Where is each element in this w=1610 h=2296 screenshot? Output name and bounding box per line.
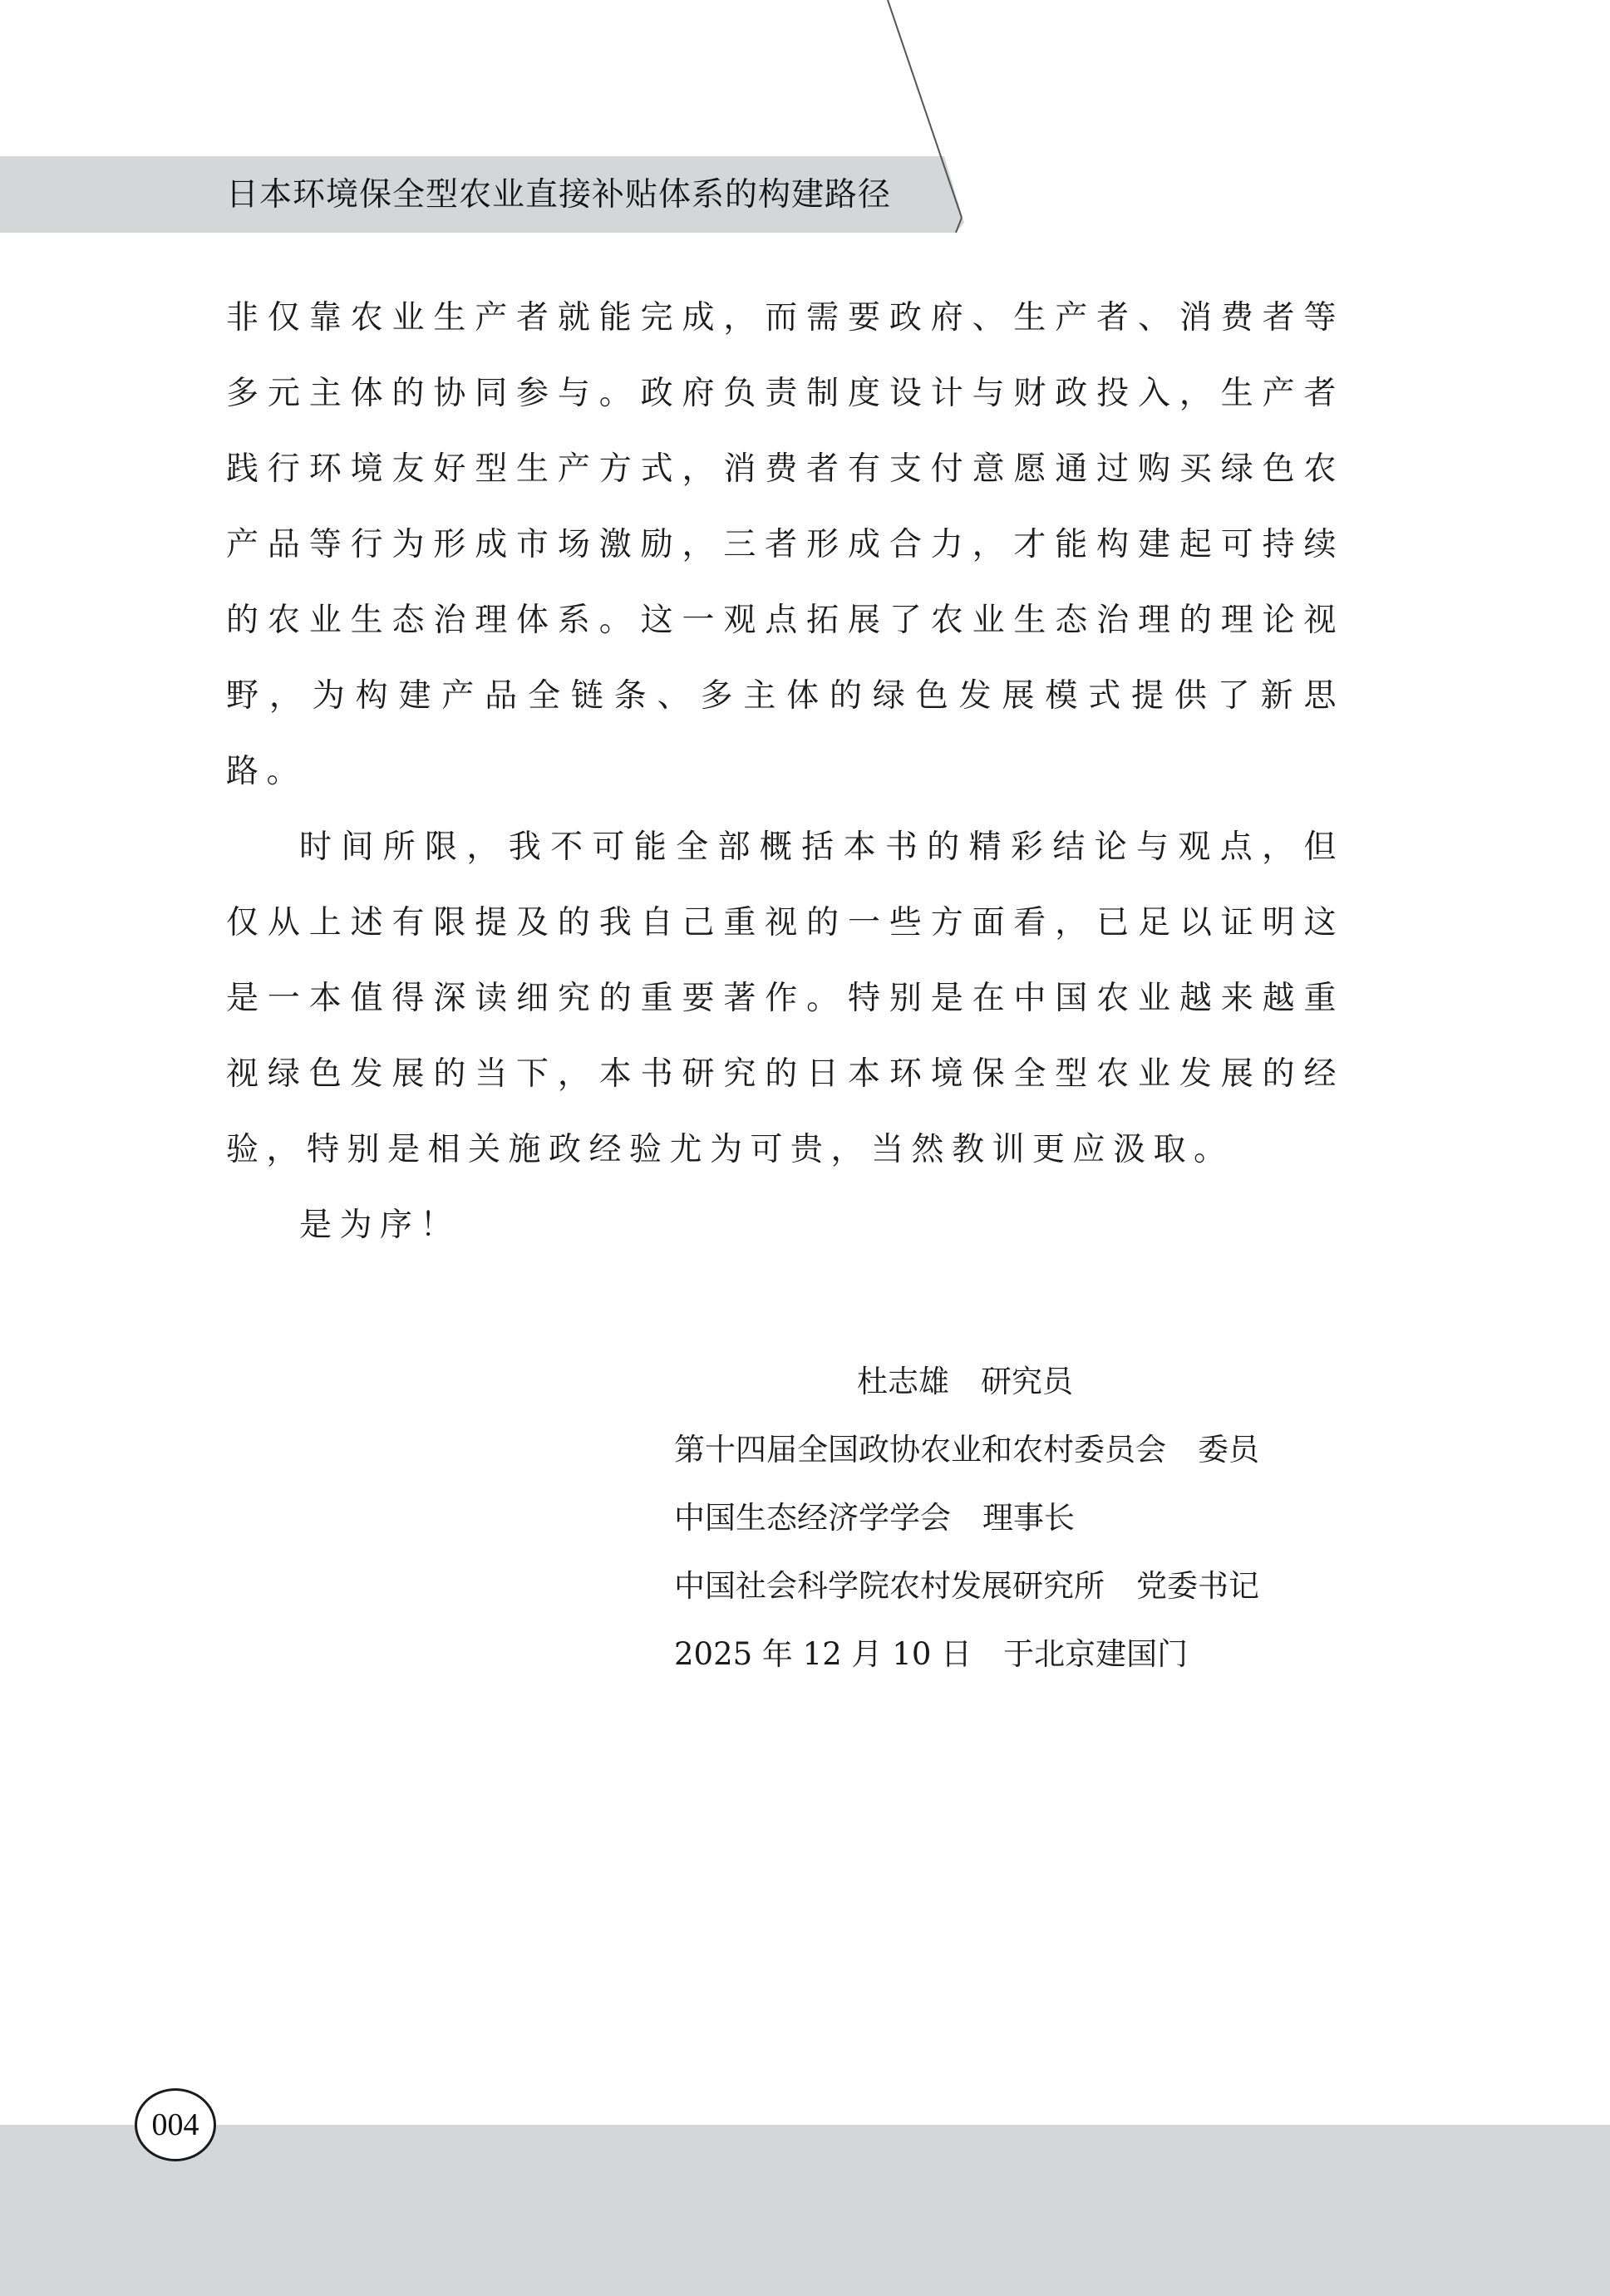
signature-date-line bbox=[674, 1620, 1422, 1689]
paragraph: 时间所限，我不可能全部概括本书的精彩结论与观点，但仅从上述有限提及的我自己重视的一些方面看，已足以证明这是一本值得深读细究的重要著作。特别是在中国农业越来越重视绿色发展的当下，本书研究的日本环境保全型农业发展的经验，特别是相关施政经验尤为可贵，当然教训更应汲取。 bbox=[226, 828, 1344, 1168]
signature-name-line bbox=[674, 1348, 1422, 1416]
role-org: 中国社会科学院农村发展研究所 bbox=[674, 1568, 1105, 1604]
paragraph: 非仅靠农业生产者就能完成，而需要政府、生产者、消费者等多元主体的协同参与。政府负责制度设计与财政投入，生产者践行环境友好型生产方式，消费者有支付意愿通过购买绿色农产品等行为形成市场激励，三者形成合力，才能构建起可持续的农业生态治理体系。这一观点拓展了农业生态治理的理论视野，为构建产品全链条、多主体的绿色发展模式提供了新思路。 bbox=[226, 299, 1344, 790]
running-header-title: 日本环境保全型农业直接补贴体系的构建路径 bbox=[226, 176, 892, 214]
page-number: 004 bbox=[135, 2088, 216, 2161]
signature-role-line bbox=[674, 1552, 1422, 1620]
footer-band bbox=[0, 2125, 1610, 2296]
signature-role-line bbox=[674, 1484, 1422, 1552]
role-title: 理事长 bbox=[982, 1500, 1075, 1536]
role-org: 中国生态经济学学会 bbox=[674, 1500, 951, 1536]
signature-block bbox=[674, 1348, 1422, 1689]
role-title: 委员 bbox=[1198, 1432, 1259, 1468]
role-title: 党委书记 bbox=[1136, 1568, 1259, 1604]
role-org: 第十四届全国政协农业和农村委员会 bbox=[674, 1432, 1166, 1468]
signature-role-line bbox=[674, 1416, 1422, 1484]
body-text bbox=[226, 280, 1344, 1263]
signature-date: 2025 年 12 月 10 日 bbox=[674, 1636, 972, 1672]
closing-paragraph: 是为序！ bbox=[299, 1207, 461, 1244]
author-name: 杜志雄 bbox=[857, 1364, 949, 1399]
author-title: 研究员 bbox=[981, 1364, 1073, 1399]
signature-place: 于北京建国门 bbox=[1003, 1636, 1189, 1672]
